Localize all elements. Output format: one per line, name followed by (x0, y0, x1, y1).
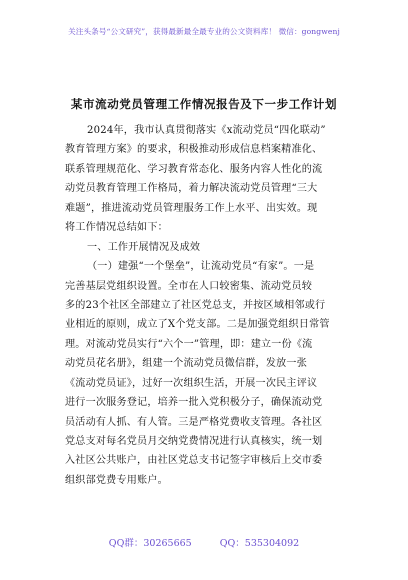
section-heading: 一、工作开展情况及成效 (87, 241, 201, 253)
body-line: 入社区公共账户，由社区党总支书记签字审核后上交市委 (65, 455, 323, 467)
qq-number: QQ：535304092 (219, 538, 300, 549)
body-line: 理。对流动党员实行“六个一”管理，即：建立一份《流 (65, 338, 313, 350)
body-line: 动党员教育管理工作格局，着力解决流动党员管理“三大 (65, 183, 318, 195)
document-body (65, 121, 355, 490)
contact-footer (0, 535, 408, 549)
body-line: 员活动有人抓、有人管。三是严格党费收支管理。各社区 (65, 416, 323, 428)
body-line: 联系管理规范化、学习教育常态化、服务内容人性化的流 (65, 163, 323, 175)
body-line: 教育管理方案》的要求，积极推动形成信息档案精准化、 (65, 144, 323, 156)
body-line: 将工作情况总结如下： (65, 222, 168, 234)
document-title: 某市流动党员管理工作情况报告及下一步工作计划 (70, 97, 338, 111)
body-line: 组织部党费专用账户。 (65, 474, 168, 486)
promo-banner: 关注头条号“公文研究”，获得最新最全最专业的公文资料库！ 微信：gongwenj (68, 27, 340, 36)
body-line: 动党员花名册》，组建一个流动党员微信群，发放一张 (65, 358, 307, 370)
body-line: 多的23个社区全部建立了社区党总支，并按区域相邻或行 (65, 299, 326, 311)
qq-group-number: QQ群：30265665 (108, 538, 192, 549)
body-line: 党总支对每名党员月交纳党费情况进行认真核实，统一划 (65, 436, 323, 447)
body-line: 完善基层党组织设置。全市在人口较密集、流动党员较 (65, 280, 313, 292)
body-line: 《流动党员证》，过好一次组织生活，开展一次民主评议 (65, 377, 318, 389)
body-line: 业相近的原则，成立了X个党支部。二是加强党组织日常管 (65, 319, 330, 331)
body-line: 难题”，推进流动党员管理服务工作上水平、出实效。现 (65, 202, 318, 214)
body-line: （一）建强“一个堡垒”，让流动党员“有家”。一是 (87, 261, 315, 273)
body-line: 2024年，我市认真贯彻落实《x流动党员“四化联动” (87, 125, 326, 136)
body-line: 进行一次服务登记，培养一批入党积极分子，确保流动党 (65, 397, 323, 409)
